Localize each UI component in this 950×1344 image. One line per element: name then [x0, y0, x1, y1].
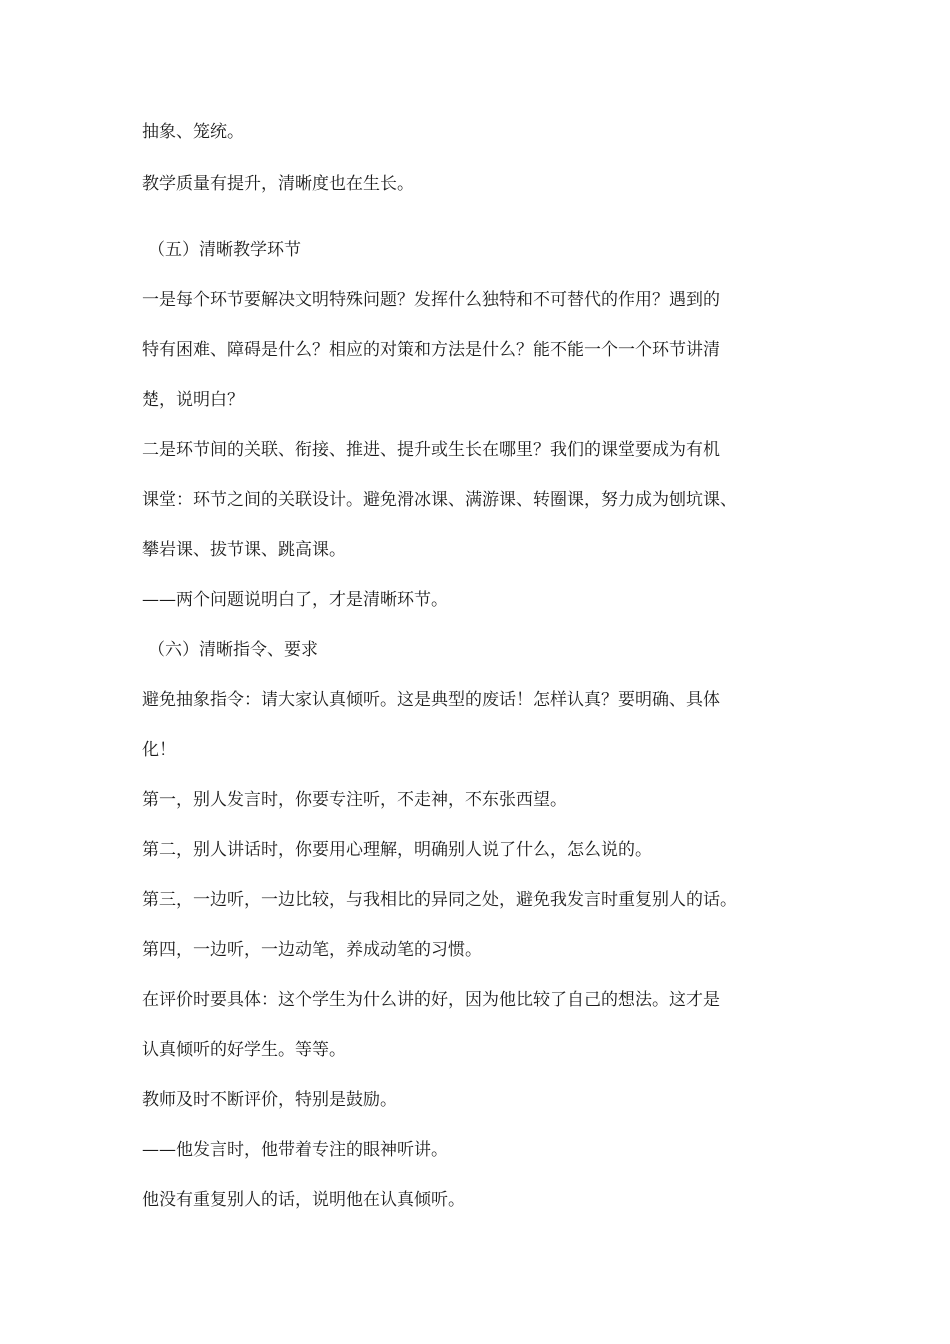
- text-line: 教学质量有提升，清晰度也在生长。: [142, 174, 414, 194]
- text-line: 第四，一边听，一边动笔，养成动笔的习惯。: [142, 940, 482, 960]
- text-line: 第三，一边听，一边比较，与我相比的异同之处，避免我发言时重复别人的话。: [142, 890, 737, 910]
- text-line: 在评价时要具体：这个学生为什么讲的好，因为他比较了自己的想法。这才是: [142, 990, 720, 1010]
- text-line: ——两个问题说明白了，才是清晰环节。: [142, 590, 448, 610]
- text-line: 课堂：环节之间的关联设计。避免滑冰课、满游课、转圈课，努力成为刨坑课、: [142, 490, 737, 510]
- text-line: 攀岩课、拔节课、跳高课。: [142, 540, 346, 560]
- section-heading-5: （五）清晰教学环节: [148, 240, 301, 260]
- text-line: 避免抽象指令：请大家认真倾听。这是典型的废话！怎样认真？要明确、具体: [142, 690, 720, 710]
- text-line: 楚，说明白？: [142, 390, 244, 410]
- section-heading-6: （六）清晰指令、要求: [148, 640, 318, 660]
- text-line: 认真倾听的好学生。等等。: [142, 1040, 346, 1060]
- text-line: 教师及时不断评价，特别是鼓励。: [142, 1090, 397, 1110]
- text-line: 一是每个环节要解决文明特殊问题？发挥什么独特和不可替代的作用？遇到的: [142, 290, 720, 310]
- text-line: 他没有重复别人的话，说明他在认真倾听。: [142, 1190, 465, 1210]
- text-line: 第一，别人发言时，你要专注听，不走神，不东张西望。: [142, 790, 567, 810]
- text-line: 化！: [142, 740, 176, 760]
- text-line: 第二，别人讲话时，你要用心理解，明确别人说了什么，怎么说的。: [142, 840, 652, 860]
- text-line: 二是环节间的关联、衔接、推进、提升或生长在哪里？我们的课堂要成为有机: [142, 440, 720, 460]
- text-line: ——他发言时，他带着专注的眼神听讲。: [142, 1140, 448, 1160]
- text-line: 抽象、笼统。: [142, 122, 244, 142]
- text-line: 特有困难、障碍是什么？相应的对策和方法是什么？能不能一个一个环节讲清: [142, 340, 720, 360]
